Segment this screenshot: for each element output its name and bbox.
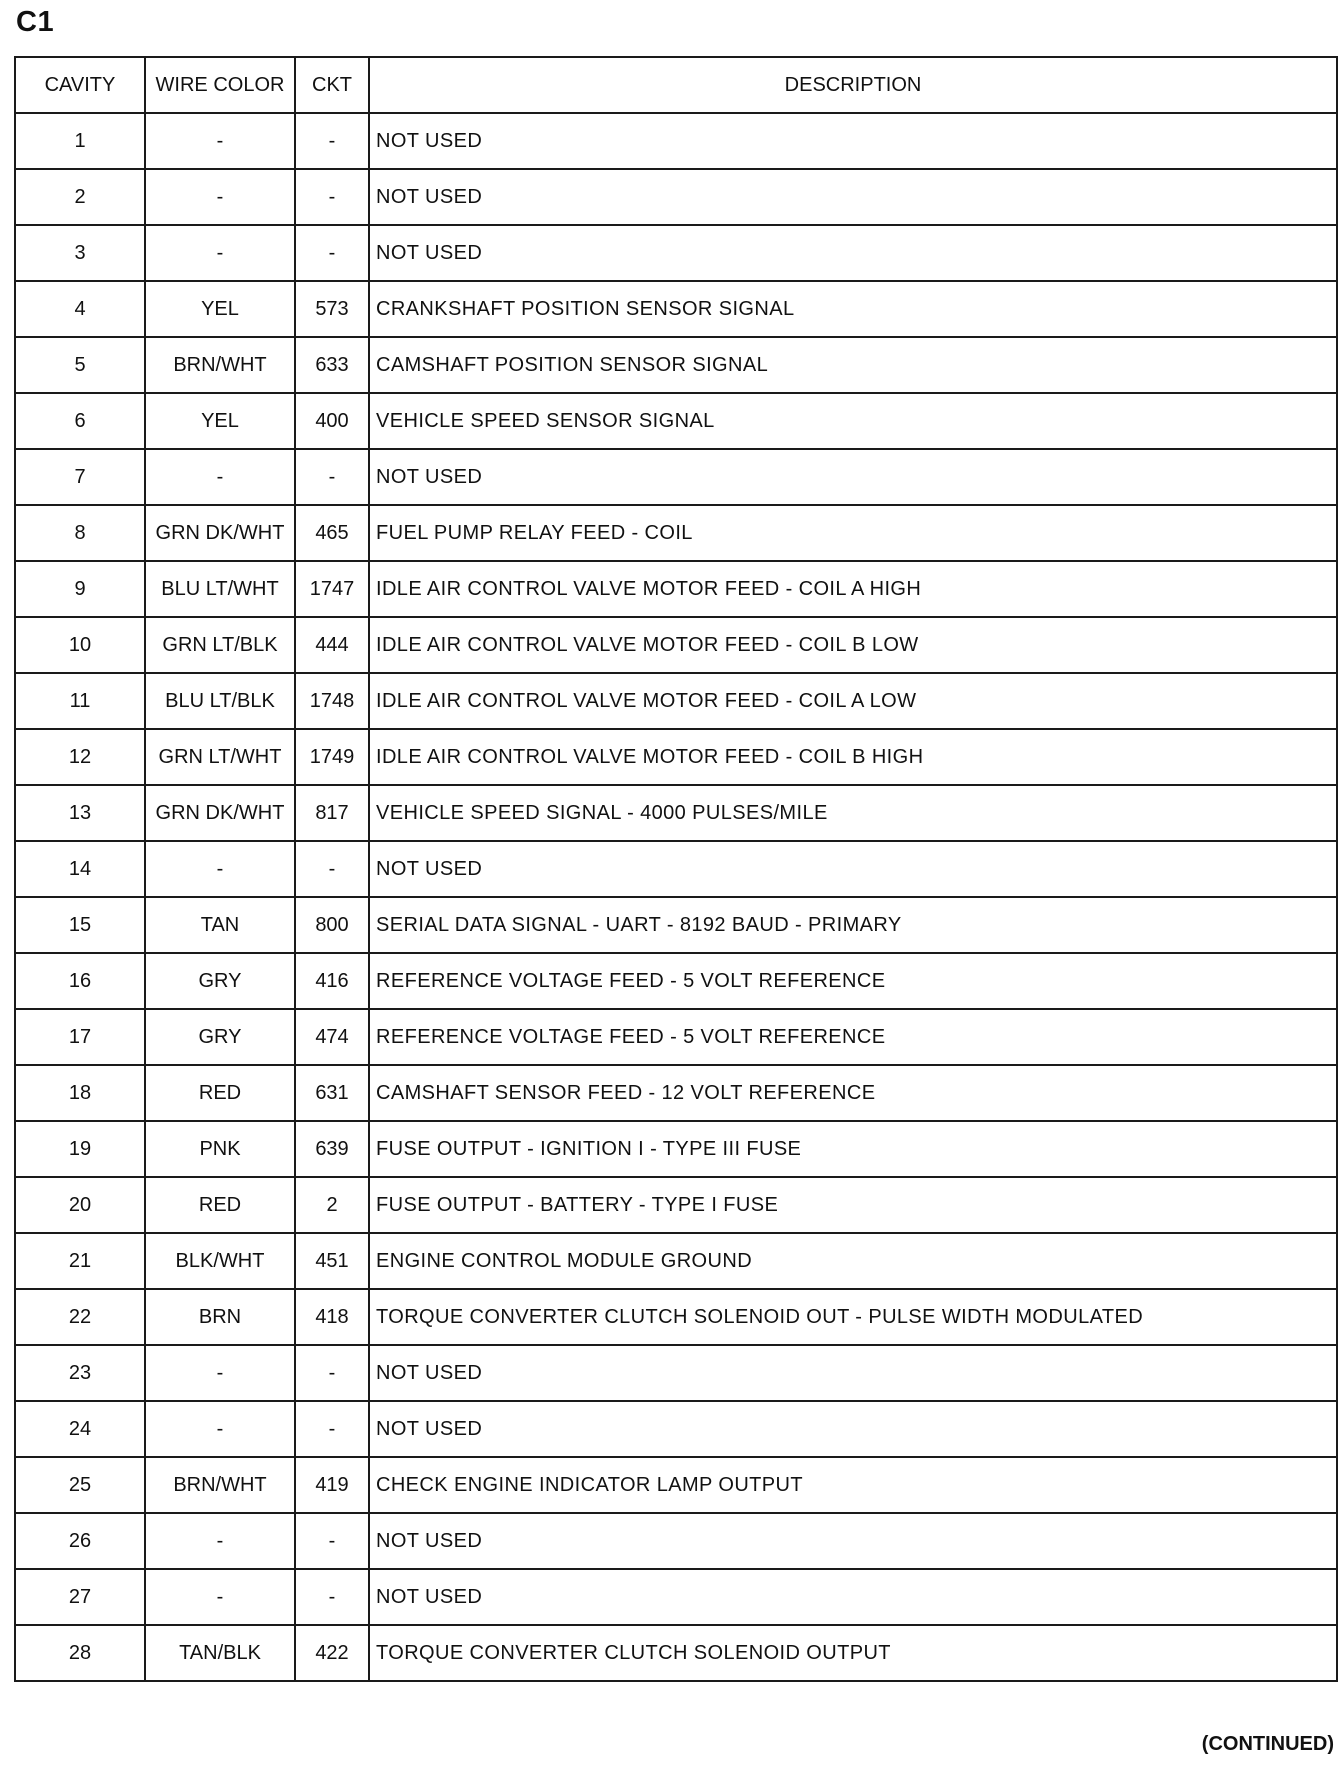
description-cell: CAMSHAFT POSITION SENSOR SIGNAL	[369, 337, 1337, 393]
table-row	[15, 1569, 1337, 1625]
description-cell: VEHICLE SPEED SENSOR SIGNAL	[369, 393, 1337, 449]
table-row	[15, 673, 1337, 729]
table-row	[15, 169, 1337, 225]
cavity-cell: 3	[15, 225, 145, 281]
wire-color-cell: -	[145, 1345, 295, 1401]
circuit-cell: -	[295, 1345, 369, 1401]
circuit-cell: 573	[295, 281, 369, 337]
circuit-cell: 444	[295, 617, 369, 673]
cavity-cell: 4	[15, 281, 145, 337]
cavity-cell: 16	[15, 953, 145, 1009]
description-cell: FUSE OUTPUT - IGNITION I - TYPE III FUSE	[369, 1121, 1337, 1177]
wire-color-cell: RED	[145, 1177, 295, 1233]
description-cell: NOT USED	[369, 169, 1337, 225]
description-cell: NOT USED	[369, 449, 1337, 505]
cavity-cell: 14	[15, 841, 145, 897]
table-row	[15, 1513, 1337, 1569]
description-cell: TORQUE CONVERTER CLUTCH SOLENOID OUT - PULSE WIDTH MODULATED	[369, 1289, 1337, 1345]
cavity-cell: 1	[15, 113, 145, 169]
cavity-cell: 17	[15, 1009, 145, 1065]
table-row	[15, 1233, 1337, 1289]
table-body	[15, 113, 1337, 1681]
circuit-cell: -	[295, 113, 369, 169]
cavity-cell: 25	[15, 1457, 145, 1513]
description-cell: IDLE AIR CONTROL VALVE MOTOR FEED - COIL A HIGH	[369, 561, 1337, 617]
cavity-cell: 21	[15, 1233, 145, 1289]
cavity-cell: 5	[15, 337, 145, 393]
cavity-cell: 2	[15, 169, 145, 225]
cavity-cell: 9	[15, 561, 145, 617]
connector-pinout-table	[14, 56, 1338, 1682]
circuit-cell: 817	[295, 785, 369, 841]
table-row	[15, 1457, 1337, 1513]
cavity-cell: 11	[15, 673, 145, 729]
continued-note: (CONTINUED)	[1201, 1733, 1334, 1755]
page-title: C1	[16, 6, 55, 38]
table-row	[15, 1177, 1337, 1233]
circuit-cell: 639	[295, 1121, 369, 1177]
cavity-cell: 15	[15, 897, 145, 953]
wire-color-cell: GRN LT/BLK	[145, 617, 295, 673]
wire-color-cell: -	[145, 113, 295, 169]
circuit-cell: 631	[295, 1065, 369, 1121]
description-cell: CRANKSHAFT POSITION SENSOR SIGNAL	[369, 281, 1337, 337]
cavity-cell: 10	[15, 617, 145, 673]
wire-color-cell: GRY	[145, 1009, 295, 1065]
wire-color-cell: -	[145, 1569, 295, 1625]
description-cell: NOT USED	[369, 1513, 1337, 1569]
table-row	[15, 785, 1337, 841]
circuit-cell: -	[295, 841, 369, 897]
header-description: DESCRIPTION	[369, 57, 1337, 113]
table-row	[15, 1121, 1337, 1177]
description-cell: ENGINE CONTROL MODULE GROUND	[369, 1233, 1337, 1289]
description-cell: FUSE OUTPUT - BATTERY - TYPE I FUSE	[369, 1177, 1337, 1233]
circuit-cell: -	[295, 449, 369, 505]
description-cell: FUEL PUMP RELAY FEED - COIL	[369, 505, 1337, 561]
description-cell: IDLE AIR CONTROL VALVE MOTOR FEED - COIL B LOW	[369, 617, 1337, 673]
description-cell: REFERENCE VOLTAGE FEED - 5 VOLT REFERENCE	[369, 953, 1337, 1009]
wire-color-cell: GRN DK/WHT	[145, 785, 295, 841]
wire-color-cell: BRN/WHT	[145, 337, 295, 393]
cavity-cell: 20	[15, 1177, 145, 1233]
circuit-cell: -	[295, 1401, 369, 1457]
circuit-cell: -	[295, 169, 369, 225]
table-row	[15, 561, 1337, 617]
description-cell: NOT USED	[369, 113, 1337, 169]
circuit-cell: 800	[295, 897, 369, 953]
wire-color-cell: TAN/BLK	[145, 1625, 295, 1681]
circuit-cell: 422	[295, 1625, 369, 1681]
description-cell: VEHICLE SPEED SIGNAL - 4000 PULSES/MILE	[369, 785, 1337, 841]
wire-color-cell: -	[145, 1401, 295, 1457]
wire-color-cell: -	[145, 449, 295, 505]
description-cell: REFERENCE VOLTAGE FEED - 5 VOLT REFERENCE	[369, 1009, 1337, 1065]
table-row	[15, 281, 1337, 337]
table-row	[15, 337, 1337, 393]
table-row	[15, 1401, 1337, 1457]
description-cell: IDLE AIR CONTROL VALVE MOTOR FEED - COIL B HIGH	[369, 729, 1337, 785]
description-cell: NOT USED	[369, 225, 1337, 281]
header-ckt: CKT	[295, 57, 369, 113]
circuit-cell: -	[295, 1513, 369, 1569]
cavity-cell: 12	[15, 729, 145, 785]
wire-color-cell: BLK/WHT	[145, 1233, 295, 1289]
circuit-cell: 474	[295, 1009, 369, 1065]
table-row	[15, 1289, 1337, 1345]
description-cell: CHECK ENGINE INDICATOR LAMP OUTPUT	[369, 1457, 1337, 1513]
wire-color-cell: BLU LT/BLK	[145, 673, 295, 729]
table-row	[15, 953, 1337, 1009]
table-row	[15, 617, 1337, 673]
header-cavity: CAVITY	[15, 57, 145, 113]
wire-color-cell: -	[145, 1513, 295, 1569]
wire-color-cell: YEL	[145, 281, 295, 337]
table-row	[15, 841, 1337, 897]
cavity-cell: 19	[15, 1121, 145, 1177]
wire-color-cell: RED	[145, 1065, 295, 1121]
description-cell: NOT USED	[369, 1345, 1337, 1401]
table-header-row	[15, 57, 1337, 113]
circuit-cell: -	[295, 225, 369, 281]
wire-color-cell: GRN DK/WHT	[145, 505, 295, 561]
cavity-cell: 22	[15, 1289, 145, 1345]
circuit-cell: 1748	[295, 673, 369, 729]
wire-color-cell: -	[145, 225, 295, 281]
circuit-cell: 400	[295, 393, 369, 449]
wire-color-cell: GRY	[145, 953, 295, 1009]
cavity-cell: 27	[15, 1569, 145, 1625]
circuit-cell: 465	[295, 505, 369, 561]
table-row	[15, 1345, 1337, 1401]
wire-color-cell: GRN LT/WHT	[145, 729, 295, 785]
description-cell: NOT USED	[369, 841, 1337, 897]
circuit-cell: 633	[295, 337, 369, 393]
table-row	[15, 1009, 1337, 1065]
circuit-cell: 419	[295, 1457, 369, 1513]
wire-color-cell: YEL	[145, 393, 295, 449]
cavity-cell: 8	[15, 505, 145, 561]
table-row	[15, 897, 1337, 953]
wire-color-cell: BRN	[145, 1289, 295, 1345]
description-cell: TORQUE CONVERTER CLUTCH SOLENOID OUTPUT	[369, 1625, 1337, 1681]
description-cell: IDLE AIR CONTROL VALVE MOTOR FEED - COIL A LOW	[369, 673, 1337, 729]
cavity-cell: 18	[15, 1065, 145, 1121]
circuit-cell: 2	[295, 1177, 369, 1233]
wire-color-cell: -	[145, 841, 295, 897]
table-row	[15, 1625, 1337, 1681]
wire-color-cell: PNK	[145, 1121, 295, 1177]
cavity-cell: 13	[15, 785, 145, 841]
circuit-cell: 1747	[295, 561, 369, 617]
description-cell: NOT USED	[369, 1401, 1337, 1457]
table-row	[15, 505, 1337, 561]
table-row	[15, 225, 1337, 281]
table-row	[15, 729, 1337, 785]
circuit-cell: 451	[295, 1233, 369, 1289]
table-row	[15, 113, 1337, 169]
cavity-cell: 26	[15, 1513, 145, 1569]
table-row	[15, 1065, 1337, 1121]
cavity-cell: 23	[15, 1345, 145, 1401]
cavity-cell: 24	[15, 1401, 145, 1457]
table-row	[15, 449, 1337, 505]
table-row	[15, 393, 1337, 449]
circuit-cell: 1749	[295, 729, 369, 785]
circuit-cell: -	[295, 1569, 369, 1625]
description-cell: CAMSHAFT SENSOR FEED - 12 VOLT REFERENCE	[369, 1065, 1337, 1121]
cavity-cell: 7	[15, 449, 145, 505]
description-cell: NOT USED	[369, 1569, 1337, 1625]
cavity-cell: 28	[15, 1625, 145, 1681]
wire-color-cell: BLU LT/WHT	[145, 561, 295, 617]
header-wire-color: WIRE COLOR	[145, 57, 295, 113]
wire-color-cell: TAN	[145, 897, 295, 953]
circuit-cell: 416	[295, 953, 369, 1009]
cavity-cell: 6	[15, 393, 145, 449]
wire-color-cell: BRN/WHT	[145, 1457, 295, 1513]
description-cell: SERIAL DATA SIGNAL - UART - 8192 BAUD - PRIMARY	[369, 897, 1337, 953]
wire-color-cell: -	[145, 169, 295, 225]
circuit-cell: 418	[295, 1289, 369, 1345]
